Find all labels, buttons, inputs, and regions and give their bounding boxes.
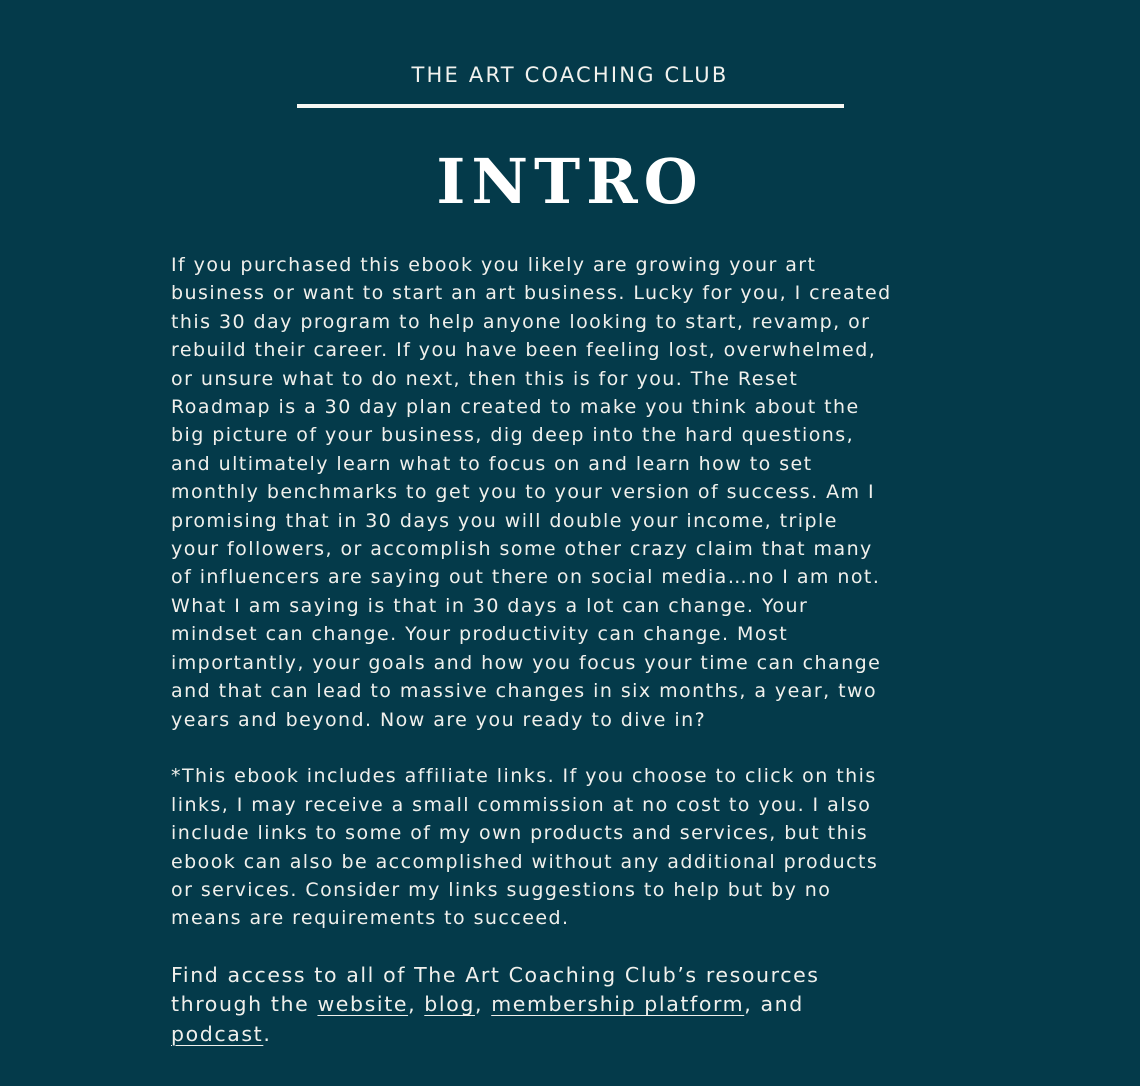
resources-paragraph [171, 961, 971, 1050]
club-name: THE ART COACHING CLUB [411, 63, 729, 87]
separator-text: , [408, 992, 425, 1017]
separator-text: , [474, 992, 492, 1017]
separator-text: , and [744, 992, 804, 1017]
podcast-link[interactable]: podcast [171, 1021, 264, 1046]
end-punctuation: . [263, 1021, 272, 1046]
blog-link[interactable]: blog [424, 992, 475, 1017]
header-divider [297, 104, 844, 108]
header [0, 60, 1140, 90]
affiliate-disclaimer: *This ebook includes affiliate links. If you choose to click on this links, I may receive a small commission at no cost to you. I also include links to some of my own products and services, but this ebook can also be accomplished without any additional products or services. Consider my links suggestions to help but by no means are requirements to succeed. [171, 765, 879, 930]
intro-body [171, 251, 971, 1049]
intro-paragraph: If you purchased this ebook you likely are growing your art business or want to start an art business. Lucky for you, I created this 30 day program to help anyone looking to start, revamp, or rebuild their career. If you have been feeling lost, overwhelmed, or unsure what to do next, then this is for you. The Reset Roadmap is a 30 day plan created to make you think about the big picture of your business, dig deep into the hard questions, and ultimately learn what to focus on and learn how to set monthly benchmarks to get you to your version of success. Am I promising that in 30 days you will double your income, triple your followers, or accomplish some other crazy claim that many of influencers are saying out there on social media…no I am not. What I am saying is that in 30 days a lot can change. Your mindset can change. Your productivity can change. Most importantly, your goals and how you focus your time can change and that can lead to massive changes in six months, a year, two years and beyond. Now are you ready to dive in? [171, 254, 892, 731]
resources-intro-text: Find access to all of The Art Coaching Club’s resources through the [171, 962, 820, 1017]
website-link[interactable]: website [317, 992, 409, 1017]
page-title: INTRO [436, 145, 704, 218]
membership-platform-link[interactable]: membership platform [491, 992, 745, 1017]
